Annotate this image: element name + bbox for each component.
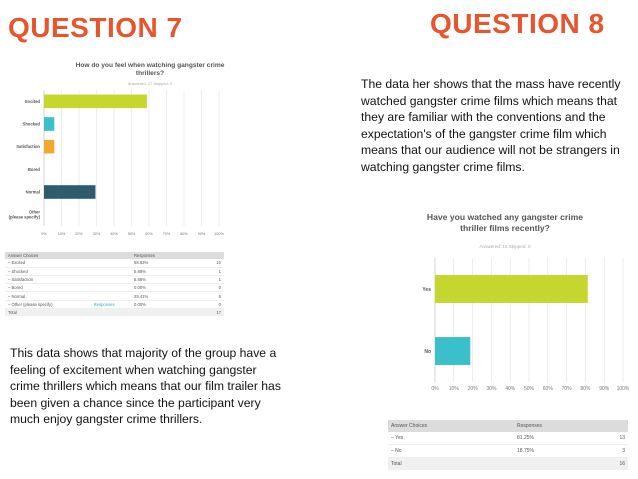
bar-yes bbox=[435, 275, 588, 303]
row-label: – Bored bbox=[5, 284, 131, 292]
question-7-table bbox=[5, 252, 224, 316]
category-label: Yes bbox=[422, 286, 431, 293]
x-tick-label: 40% bbox=[505, 386, 516, 392]
row-label-text: Satisfaction bbox=[11, 277, 34, 283]
x-tick-label: 30% bbox=[92, 232, 101, 236]
row-label-text: Bored bbox=[11, 285, 23, 291]
x-tick-label: 10% bbox=[57, 232, 66, 236]
bar-satisfaction bbox=[44, 140, 54, 154]
total-label: Total bbox=[5, 309, 131, 317]
row-count: 10 bbox=[197, 259, 224, 267]
category-label: Shocked bbox=[22, 121, 40, 127]
table-row bbox=[5, 300, 224, 308]
x-tick-label: 70% bbox=[162, 232, 171, 236]
bar-no bbox=[435, 337, 470, 365]
row-count: 13 bbox=[600, 432, 628, 445]
header-count bbox=[197, 252, 224, 259]
row-label-text: Yes bbox=[395, 435, 404, 441]
x-tick-label: 40% bbox=[110, 232, 118, 236]
x-tick-label: 50% bbox=[127, 232, 136, 236]
row-pct: 0.00% bbox=[131, 284, 197, 292]
question-7-heading: QUESTION 7 bbox=[8, 12, 183, 43]
x-tick-label: 70% bbox=[561, 386, 572, 392]
x-tick-label: 60% bbox=[145, 232, 153, 236]
question-7-paragraph: This data shows that majority of the group have a feeling of excitement when watching gangster crime thrillers which means that our film trailer has been given a chance since the participant very much enjoy gangster crime thrillers. bbox=[10, 346, 281, 426]
chart-q8-title: Have you watched any gangster crime thriller films recently? bbox=[426, 212, 584, 233]
row-label-text: Other (please specify) bbox=[11, 301, 53, 307]
x-tick-label: 90% bbox=[599, 386, 610, 392]
category-label: Normal bbox=[25, 189, 40, 195]
row-count: 3 bbox=[600, 445, 628, 458]
category-label: Excited bbox=[25, 98, 40, 104]
row-pct: 58.83% bbox=[131, 259, 197, 267]
row-label: – Yes bbox=[388, 432, 514, 445]
category-label: No bbox=[424, 348, 431, 355]
question-8-heading: QUESTION 8 bbox=[430, 8, 605, 39]
row-pct: 5.88% bbox=[131, 275, 197, 283]
chart-q7-subtitle: Answered: 17 Skipped: 0 bbox=[127, 81, 173, 86]
row-label: – Excited bbox=[5, 259, 131, 267]
row-pct: 81.25% bbox=[514, 432, 600, 445]
row-count: 1 bbox=[197, 267, 224, 275]
row-label: – Normal bbox=[5, 292, 131, 300]
table-row bbox=[5, 284, 224, 292]
total-spacer bbox=[514, 458, 600, 471]
header-responses: Responses bbox=[514, 420, 600, 432]
chart-q8-subtitle: Answered: 16 Skipped: 0 bbox=[479, 244, 531, 249]
x-tick-label: 50% bbox=[523, 386, 535, 392]
x-tick-label: 20% bbox=[75, 232, 83, 236]
total-spacer bbox=[131, 309, 197, 317]
row-count: 1 bbox=[197, 275, 224, 283]
bar-normal bbox=[44, 185, 95, 199]
x-tick-label: 80% bbox=[580, 386, 591, 392]
table-total-row bbox=[5, 309, 224, 317]
row-label-text: Excited bbox=[11, 260, 26, 266]
header-answer-choices: Answer Choices bbox=[388, 420, 514, 432]
chart-q7-title: How do you feel when watching gangster crime thrillers? bbox=[75, 62, 225, 77]
category-label: Other bbox=[28, 209, 40, 215]
header-count bbox=[600, 420, 628, 432]
row-count: 0 bbox=[197, 284, 224, 292]
row-count: 5 bbox=[197, 292, 224, 300]
header-responses: Responses bbox=[131, 252, 197, 259]
table-row bbox=[5, 267, 224, 275]
total-label: Total bbox=[388, 458, 514, 471]
table-row bbox=[5, 275, 224, 283]
category-label: Satisfaction bbox=[16, 144, 40, 150]
x-tick-label: 100% bbox=[214, 232, 224, 236]
bar-shocked bbox=[44, 117, 54, 131]
x-tick-label: 20% bbox=[467, 386, 478, 392]
row-count: 0 bbox=[197, 300, 224, 308]
row-pct: 0.00% bbox=[131, 300, 197, 308]
bar-excited bbox=[44, 95, 147, 109]
question-8-table bbox=[388, 420, 628, 470]
row-pct: 18.75% bbox=[514, 445, 600, 458]
row-label-text: No bbox=[395, 448, 402, 454]
table-header-row bbox=[5, 252, 224, 259]
row-label: – Other (please specify) Responses bbox=[5, 300, 131, 308]
category-label: (please specify) bbox=[8, 214, 40, 220]
x-tick-label: 60% bbox=[542, 386, 553, 392]
row-label: – Shocked bbox=[5, 267, 131, 275]
row-pct: 29.41% bbox=[131, 292, 197, 300]
row-label: – Satisfaction bbox=[5, 275, 131, 283]
row-pct: 5.88% bbox=[131, 267, 197, 275]
table-row bbox=[388, 445, 628, 458]
x-tick-label: 80% bbox=[180, 232, 188, 236]
row-label: – No bbox=[388, 445, 514, 458]
total-count: 16 bbox=[600, 458, 628, 471]
table-row bbox=[5, 259, 224, 267]
row-label-text: Shocked bbox=[11, 268, 28, 274]
table-row bbox=[5, 292, 224, 300]
header-answer-choices: Answer Choices bbox=[5, 252, 131, 259]
table-row bbox=[388, 432, 628, 445]
x-tick-label: 0% bbox=[41, 232, 47, 236]
responses-link[interactable]: Responses bbox=[93, 301, 115, 307]
x-tick-label: 10% bbox=[448, 386, 459, 392]
x-tick-label: 90% bbox=[197, 232, 206, 236]
total-count: 17 bbox=[197, 309, 224, 317]
x-tick-label: 30% bbox=[486, 386, 497, 392]
x-tick-label: 100% bbox=[616, 386, 630, 392]
table-total-row bbox=[388, 458, 628, 471]
row-label-text: Normal bbox=[11, 293, 25, 299]
table-header-row bbox=[388, 420, 628, 432]
x-tick-label: 0% bbox=[431, 386, 439, 392]
category-label: Bored bbox=[27, 166, 40, 172]
question-8-paragraph: The data her shows that the mass have recently watched gangster crime films which means that they are familiar with the conventions and the expectation's of the gangster crime film which means that our audience will not be strangers in watching gangster crime films. bbox=[361, 77, 621, 174]
